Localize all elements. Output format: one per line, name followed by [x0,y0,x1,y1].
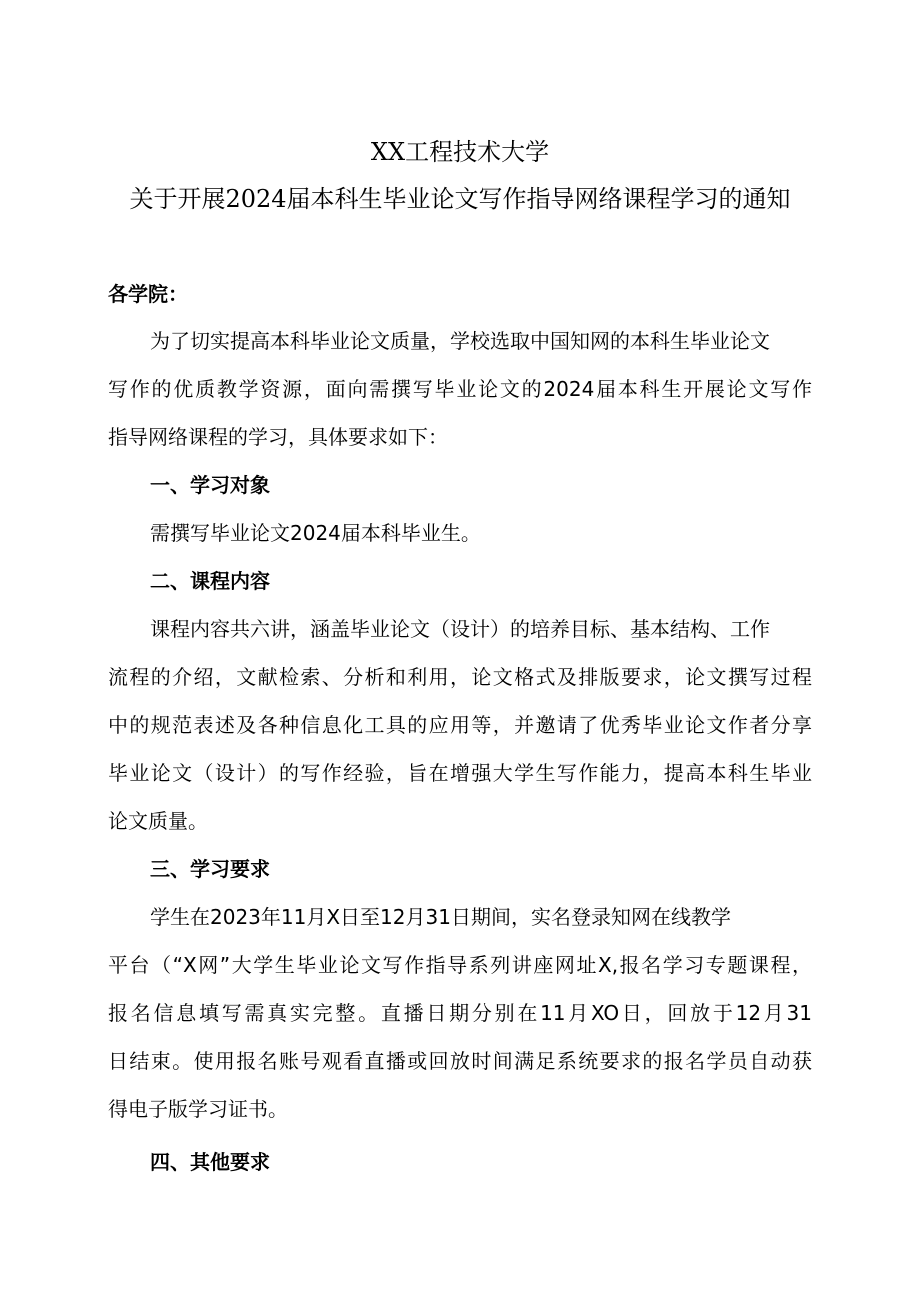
section-2-line: 课程内容共六讲，涵盖毕业论文（设计）的培养目标、基本结构、工作 [150,617,770,641]
section-heading-4: 四、其他要求 [150,1150,270,1174]
intro-line: 指导网络课程的学习，具体要求如下： [108,425,448,449]
section-heading-2: 二、课程内容 [150,569,270,593]
section-heading-1: 一、学习对象 [150,473,270,497]
notice-title: 关于开展2024届本科生毕业论文写作指导网络课程学习的通知 [129,185,791,213]
intro-line: 为了切实提高本科毕业论文质量，学校选取中国知网的本科生毕业论文 [150,329,770,353]
salutation: 各学院： [108,282,188,306]
section-3-line: 得电子版学习证书。 [108,1097,288,1121]
section-2-line: 毕业论文（设计）的写作经验，旨在增强大学生写作能力，提高本科生毕业 [108,761,812,785]
section-2-line: 流程的介绍，文献检索、分析和利用，论文格式及排版要求，论文撰写过程 [108,665,812,689]
section-heading-3: 三、学习要求 [150,857,270,881]
section-3-line: 平台（“X网”大学生毕业论文写作指导系列讲座网址X,报名学习专题课程， [108,953,812,977]
section-3-line: 报名信息填写需真实完整。直播日期分别在11月XO日，回放于12月31 [108,1001,812,1025]
section-3-line: 学生在2023年11月X日至12月31日期间，实名登录知网在线教学 [150,905,731,929]
section-1-line: 需撰写毕业论文2024届本科毕业生。 [150,521,481,545]
section-2-line: 中的规范表述及各种信息化工具的应用等，并邀请了优秀毕业论文作者分享 [108,713,812,737]
section-2-line: 论文质量。 [108,809,208,833]
section-3-line: 日结束。使用报名账号观看直播或回放时间满足系统要求的报名学员自动获 [108,1049,812,1073]
intro-line: 写作的优质教学资源，面向需撰写毕业论文的2024届本科生开展论文写作 [108,377,812,401]
school-name: XX工程技术大学 [370,138,550,166]
